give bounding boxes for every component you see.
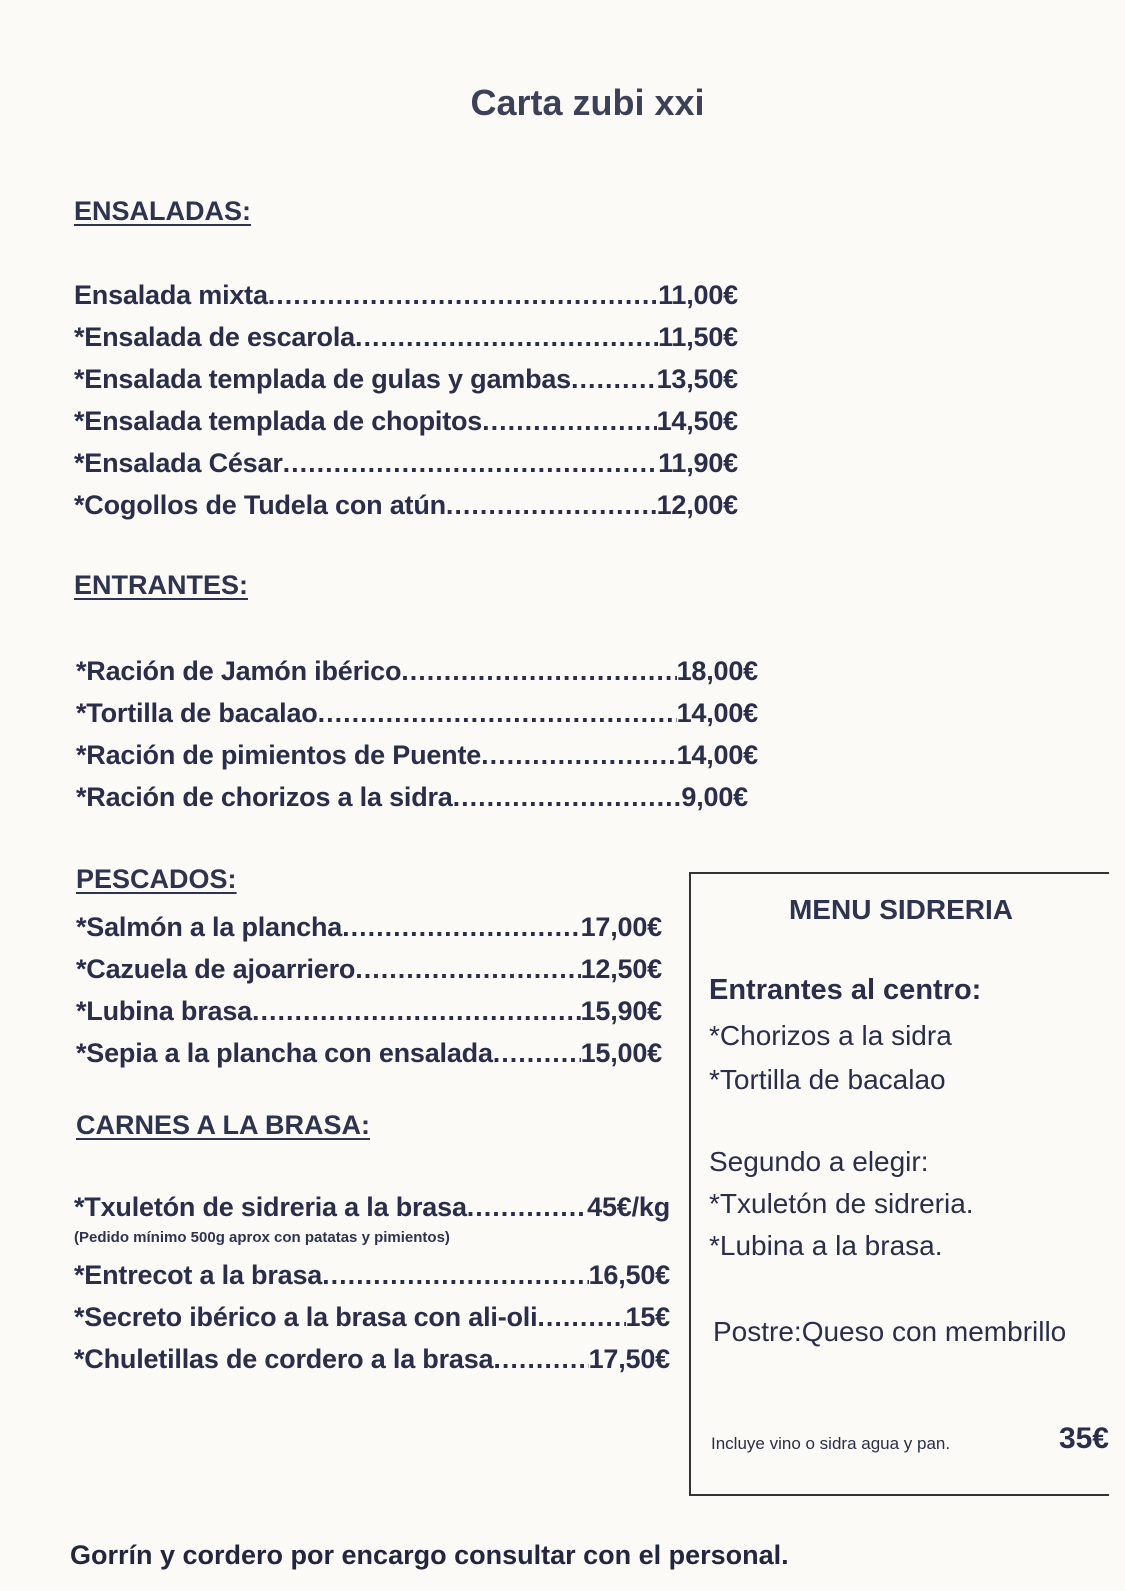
item-price: 18,00€ [676, 656, 758, 686]
item-price: 17,50€ [588, 1344, 670, 1374]
menu-item [74, 1338, 670, 1380]
menu-item [74, 1186, 670, 1228]
menu-item [76, 1032, 662, 1074]
item-name: *Cazuela de ajoarriero [76, 954, 356, 984]
item-name: *Chuletillas de cordero a la brasa [74, 1344, 494, 1374]
section-heading-ensaladas: ENSALADAS: [74, 196, 252, 226]
item-price: 14,00€ [676, 740, 758, 770]
ensaladas-list [74, 274, 738, 526]
menu-item [74, 1254, 670, 1296]
entrante-item: *Chorizos a la sidra [709, 1020, 952, 1051]
item-name: *Ración de chorizos a la sidra [76, 782, 453, 812]
page-title: Carta zubi xxi [470, 82, 705, 123]
item-price: 9,00€ [681, 782, 748, 812]
postre-line: Postre:Queso con membrillo [713, 1316, 1067, 1347]
item-price: 12,50€ [580, 954, 662, 984]
menu-price: 35€ [1058, 1422, 1109, 1455]
menu-item [76, 990, 662, 1032]
item-name: *Ración de Jamón ibérico [76, 656, 402, 686]
menu-item [76, 650, 758, 692]
item-name: *Sepia a la plancha con ensalada [76, 1038, 493, 1068]
section-heading-entrantes: ENTRANTES: [74, 570, 248, 600]
item-price: 11,50€ [658, 322, 738, 352]
item-price: 15€ [625, 1302, 670, 1332]
menu-item [76, 692, 758, 734]
entrante-item: *Tortilla de bacalao [709, 1064, 946, 1095]
item-name: Ensalada mixta [74, 280, 268, 310]
section-heading-pescados: PESCADOS: [76, 864, 237, 894]
item-price: 17,00€ [580, 912, 662, 942]
menu-item [74, 400, 738, 442]
menu-item [74, 316, 738, 358]
item-price: 15,00€ [580, 1038, 662, 1068]
footer-note: Gorrín y cordero por encargo consultar con el personal. [70, 1540, 789, 1570]
menu-item [74, 1296, 670, 1338]
item-price: 45€/kg [587, 1192, 670, 1222]
item-name: *Ensalada César [74, 448, 283, 478]
menu-item [74, 442, 738, 484]
segundo-label: Segundo a elegir: [709, 1146, 929, 1177]
item-price: 14,00€ [676, 698, 758, 728]
item-name: *Ensalada de escarola [74, 322, 355, 352]
item-price: 11,00€ [658, 280, 738, 310]
menu-item [74, 358, 738, 400]
item-name: *Cogollos de Tudela con atún [74, 490, 446, 520]
segundo-item: *Lubina a la brasa. [709, 1230, 943, 1261]
item-name: *Txuletón de sidreria a la brasa [74, 1192, 467, 1222]
section-heading-carnes: CARNES A LA BRASA: [76, 1110, 370, 1140]
item-name: *Salmón a la plancha [76, 912, 343, 942]
item-name: *Ensalada templada de gulas y gambas [74, 364, 571, 394]
pescados-list [76, 906, 662, 1074]
entrantes-list [76, 650, 758, 818]
item-name: *Entrecot a la brasa [74, 1260, 323, 1290]
item-price: 11,90€ [658, 448, 738, 478]
menu-item [76, 948, 662, 990]
carnes-list [74, 1186, 670, 1380]
item-note: (Pedido mínimo 500g aprox con patatas y pimientos) [74, 1229, 450, 1246]
item-price: 14,50€ [656, 406, 738, 436]
item-name: *Ración de pimientos de Puente [76, 740, 482, 770]
item-price: 15,90€ [580, 996, 662, 1026]
item-price: 12,00€ [656, 490, 738, 520]
item-name: *Tortilla de bacalao [76, 698, 318, 728]
menu-item [74, 274, 738, 316]
incluye-note: Incluye vino o sidra agua y pan. [711, 1434, 951, 1453]
item-price: 16,50€ [588, 1260, 670, 1290]
menu-sidreria-title: MENU SIDRERIA [788, 894, 1013, 925]
menu-item [76, 906, 662, 948]
menu-item [74, 484, 738, 526]
segundo-item: *Txuletón de sidreria. [709, 1188, 974, 1219]
item-name: *Lubina brasa [76, 996, 252, 1026]
entrantes-label: Entrantes al centro: [709, 974, 982, 1006]
item-price: 13,50€ [656, 364, 738, 394]
menu-sidreria-box [689, 872, 1109, 1496]
item-name: *Secreto ibérico a la brasa con ali-oli [74, 1302, 538, 1332]
item-name: *Ensalada templada de chopitos [74, 406, 483, 436]
menu-item [76, 734, 758, 776]
menu-item [76, 776, 748, 818]
